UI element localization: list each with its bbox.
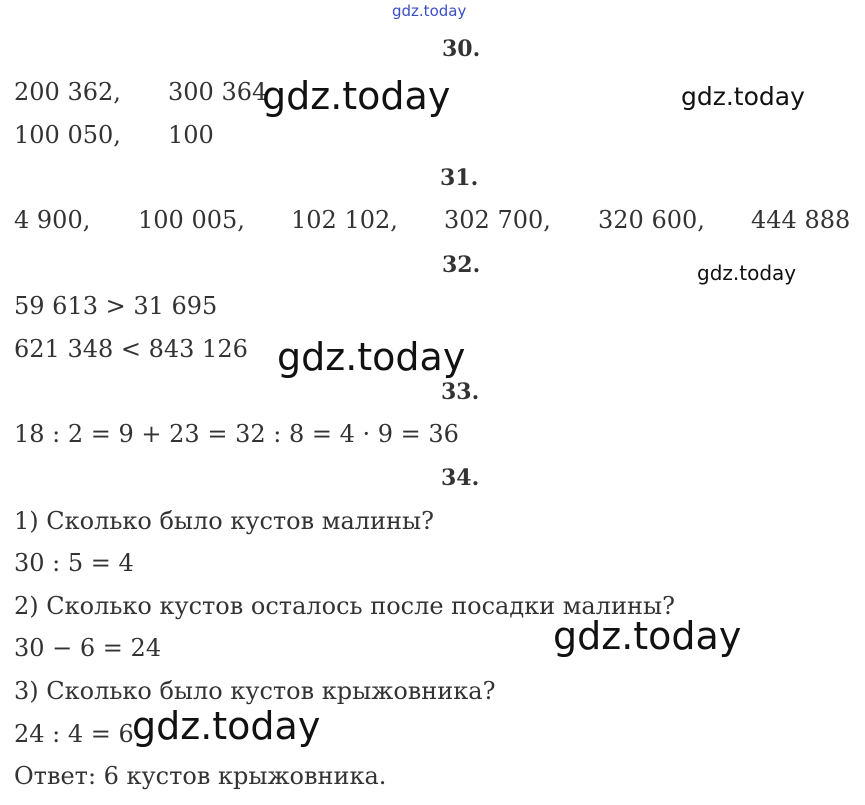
answer-value: 100 (168, 121, 214, 149)
answer-line: 2) Сколько кустов осталось после посадки малины? (14, 592, 675, 620)
answer-line: 59 613 > 31 695 (14, 292, 218, 320)
answer-line: 3) Сколько было кустов крыжовника? (14, 677, 496, 705)
task-number: 31. (440, 165, 479, 191)
watermark: gdz.today (697, 261, 797, 285)
answer-line: 1) Сколько было кустов малины? (14, 507, 434, 535)
answer-value: 444 888 (751, 206, 851, 234)
answer-value: 300 364 (168, 78, 268, 106)
task-number: 33. (441, 379, 480, 405)
answer-value: 302 700, (444, 206, 551, 234)
answer-line: 24 : 4 = 6 (14, 720, 134, 748)
answer-line: 18 : 2 = 9 + 23 = 32 : 8 = 4 · 9 = 36 (14, 420, 459, 448)
answer-line: 621 348 < 843 126 (14, 335, 248, 363)
watermark: gdz.today (681, 82, 805, 111)
answer-value: 200 362, (14, 78, 121, 106)
watermark: gdz.today (277, 335, 466, 379)
watermark: gdz.today (553, 614, 742, 658)
answer-value: 100 005, (138, 206, 245, 234)
task-number: 34. (441, 465, 480, 491)
watermark: gdz.today (262, 74, 451, 118)
answer-value: 102 102, (291, 206, 398, 234)
answer-value: 4 900, (14, 206, 91, 234)
answer-line: 30 − 6 = 24 (14, 634, 162, 662)
answer-line: 30 : 5 = 4 (14, 549, 134, 577)
answer-line: Ответ: 6 кустов крыжовника. (14, 762, 387, 790)
task-number: 32. (442, 252, 481, 278)
watermark: gdz.today (392, 2, 467, 20)
watermark: gdz.today (132, 704, 321, 748)
answer-value: 320 600, (598, 206, 705, 234)
task-number: 30. (442, 36, 481, 62)
answer-value: 100 050, (14, 121, 121, 149)
